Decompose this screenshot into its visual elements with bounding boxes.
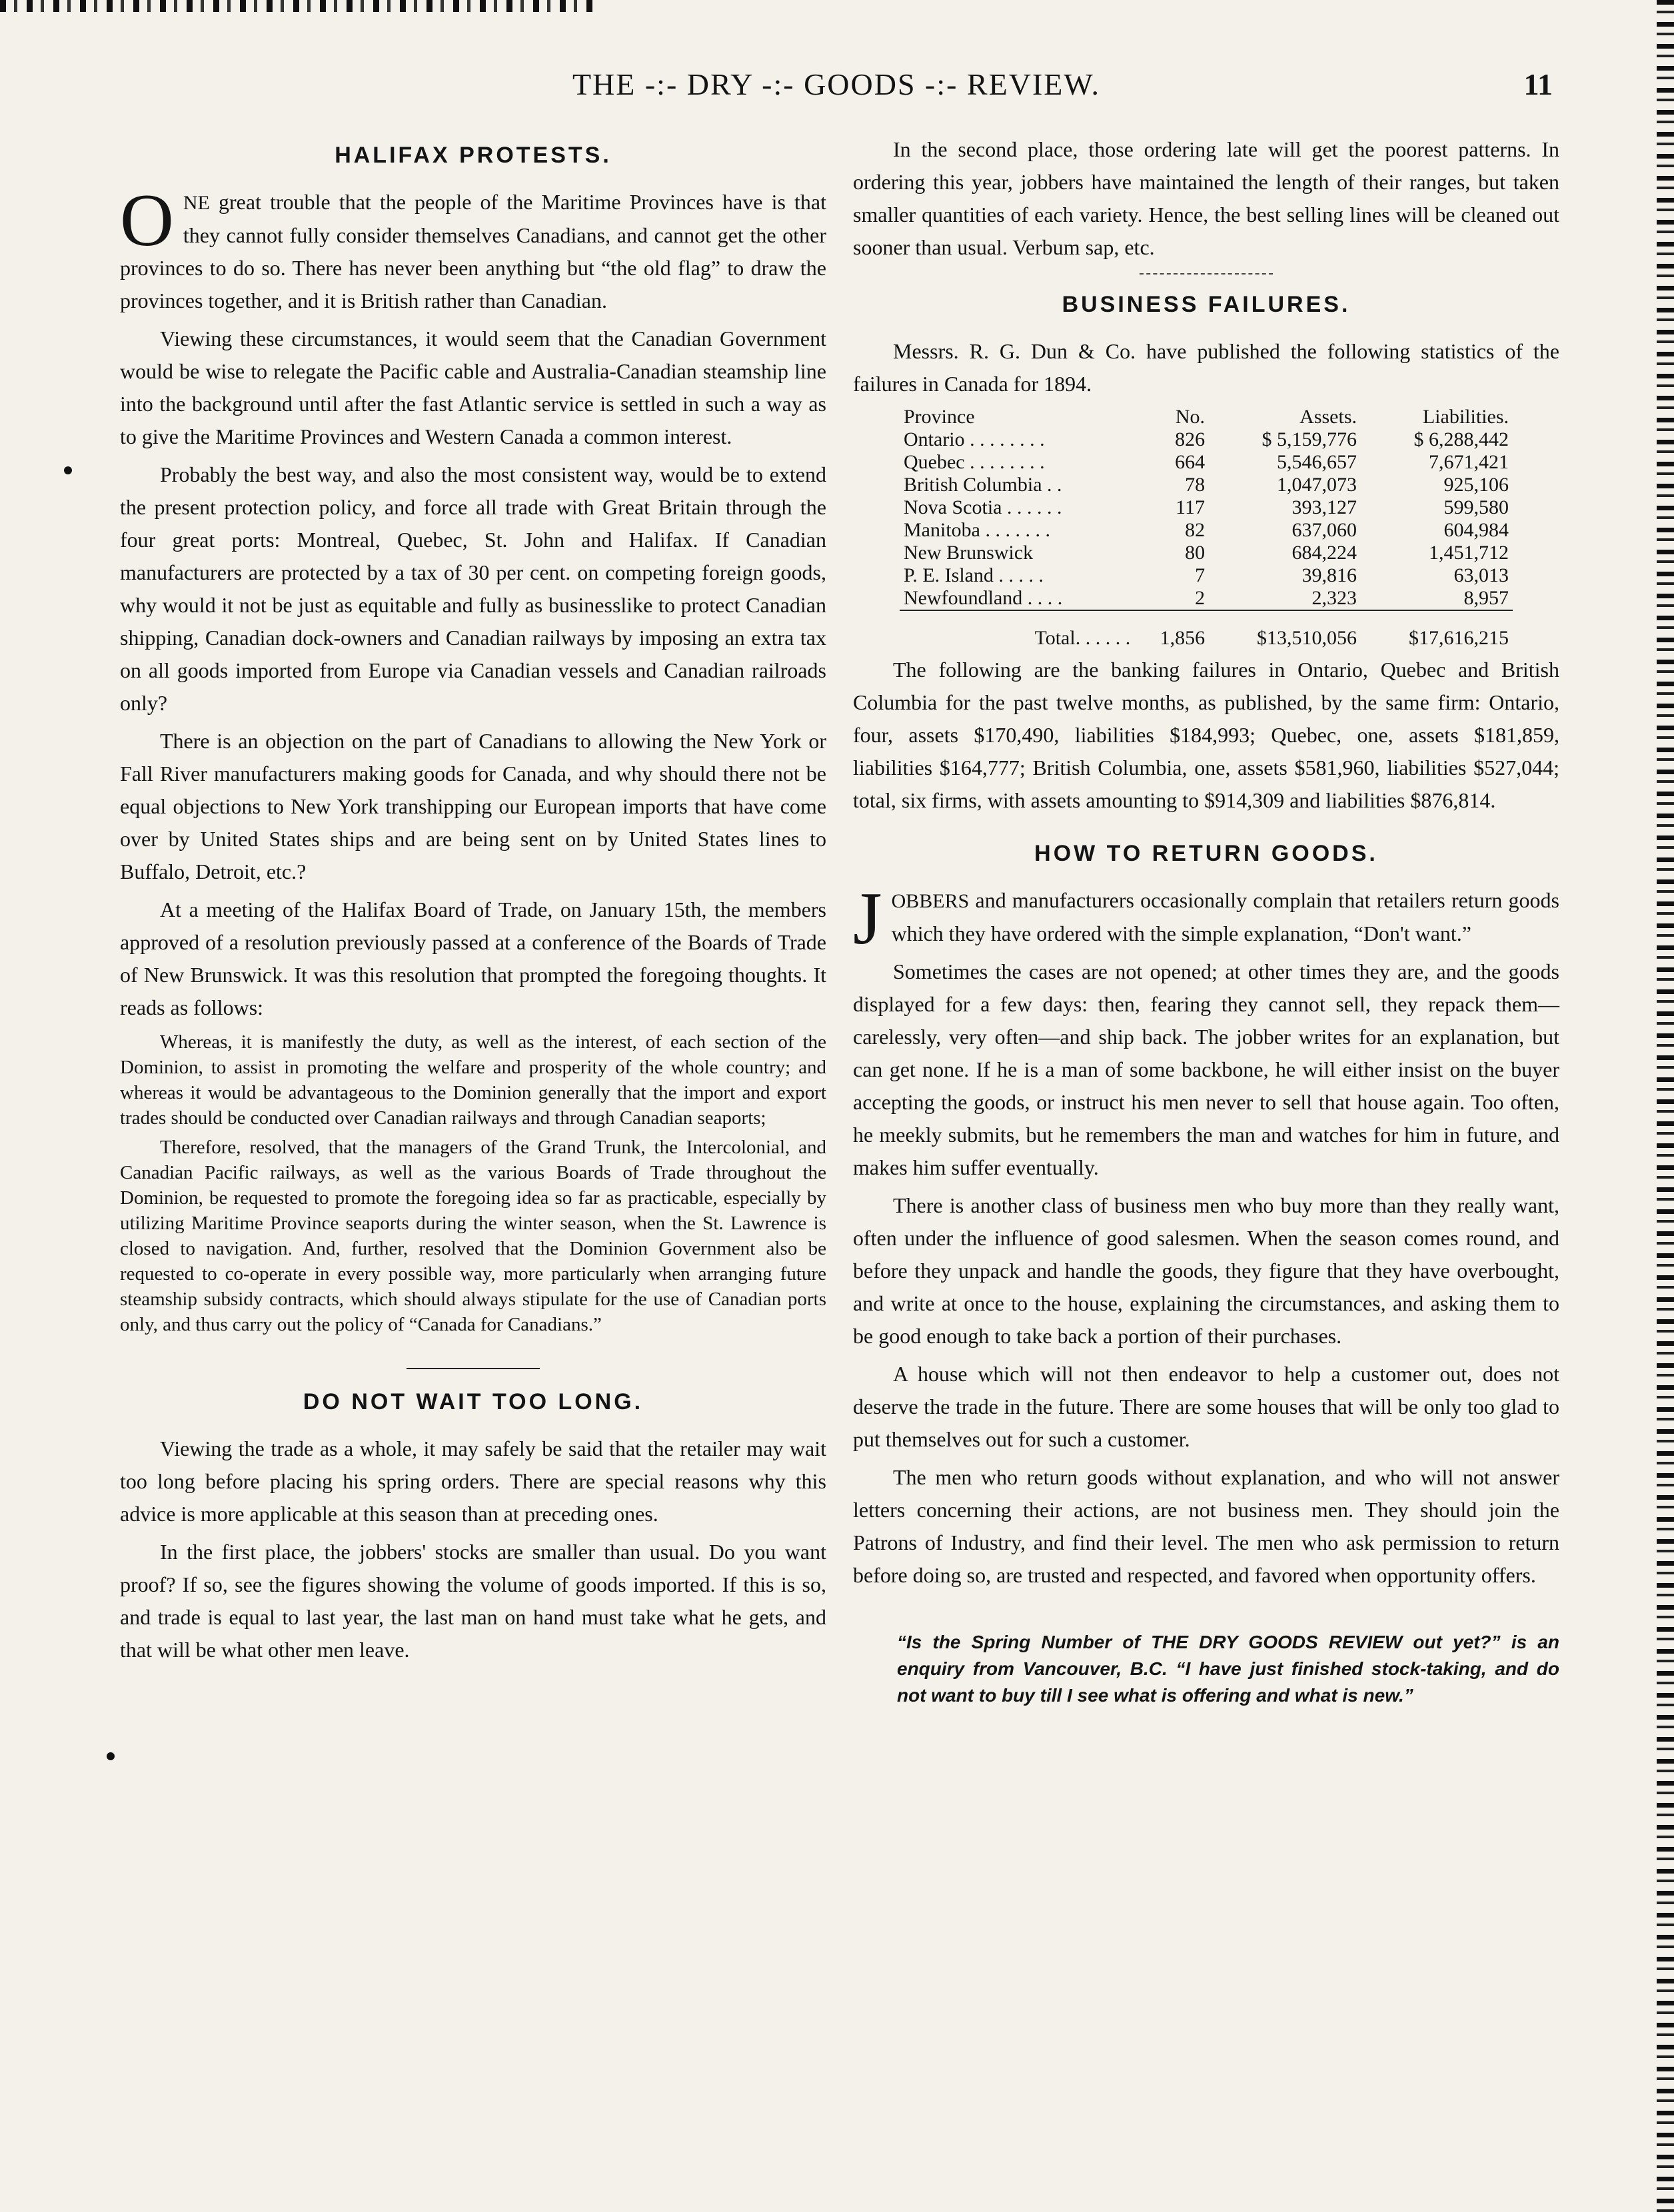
liabilities-cell: 925,106 (1443, 474, 1509, 496)
article-paragraph: There is an objection on the part of Canadians to allowing the New York or Fall River manufacturers making goods for Canada, and why should there not be equal objections to New York transhipping our European imports that have come over by United States ships and are being sent on by United States lines to Buffalo, Detroit, etc.? (120, 729, 826, 883)
article-paragraph: There is another class of business men who buy more than they really want, often under the influence of good salesmen. When the season comes round, and before they unpack and handle the goods, they figure that they have overbought, and write at once to the house, explaining the circumstances, and asking them to be good enough to take back a portion of their purchases. (853, 1193, 1559, 1348)
liabilities-cell: 63,013 (1453, 564, 1509, 586)
article-do-not-wait (120, 1389, 826, 1666)
table-row (900, 451, 1513, 474)
article-paragraph: Sometimes the cases are not opened; at other times they are, and the goods displayed for a few days: then, fearing they cannot sell, they repack them—carelessly, very often—and ship back. The jobber writes for an explanation, but can get none. If he is a man of some backbone, he will either insist on the buyer accepting the goods, or instruct his men never to sell that house again. Too often, he meekly submits, but he remembers the man and watches for him in future, and makes him suffer eventually. (853, 959, 1559, 1179)
assets-cell: 39,816 (1301, 564, 1357, 586)
total-count: 1,856 (1134, 610, 1209, 650)
article-how-to-return-goods (853, 841, 1559, 1709)
stray-mark (64, 466, 72, 474)
section-divider (1140, 273, 1273, 275)
page-number: 11 (1523, 67, 1553, 101)
table-header-row (900, 406, 1513, 428)
province-cell: Newfoundland . . . . (904, 587, 1063, 609)
failures-table (900, 406, 1513, 650)
table-row (900, 542, 1513, 564)
province-cell: Manitoba . . . . . . . (904, 519, 1050, 541)
assets-cell: 1,047,073 (1277, 474, 1357, 496)
article-heading: HALIFAX PROTESTS. (335, 143, 612, 168)
column-header: Assets. (1299, 406, 1357, 428)
column-header: Liabilities. (1422, 406, 1509, 428)
assets-cell: 2,323 (1311, 587, 1357, 609)
liabilities-cell: $ 6,288,442 (1413, 428, 1509, 450)
assets-cell: 5,546,657 (1277, 451, 1357, 473)
article-paragraph: Viewing the trade as a whole, it may safely be said that the retailer may wait too long before placing his spring orders. There are special reasons why this advice is more applicable at this season than at preceding ones. (120, 1436, 826, 1526)
right-column (853, 133, 1559, 1709)
column-header: Province (904, 406, 975, 428)
table-row (900, 428, 1513, 451)
table-row (900, 496, 1513, 519)
article-heading: HOW TO RETURN GOODS. (1034, 841, 1378, 866)
article-paragraph: A house which will not then endeavor to help a customer out, does not deserve the trade in the future. There are some houses that will be only too glad to put themselves out for such a customer. (853, 1362, 1559, 1451)
province-cell: New Brunswick (904, 542, 1034, 564)
article-heading: DO NOT WAIT TOO LONG. (303, 1389, 644, 1414)
article-halifax-protests (120, 143, 826, 1337)
section-divider (407, 1368, 540, 1369)
paragraph-text: great trouble that the people of the Maritime Provinces have is that they cannot fully consider themselves Canadians, and cannot get the other provinces to do so. There has never been anything but “the old flag” to draw the provinces together, and it is British rather than Canadian. (120, 190, 827, 312)
assets-cell: $ 5,159,776 (1261, 428, 1357, 450)
article-paragraph: In the first place, the jobbers' stocks are smaller than usual. Do you want proof? If so, see the figures showing the volume of goods imported. If this is so, and trade is equal to last year, the last man on hand must take what he gets, and that will be what other men leave. (120, 1540, 826, 1662)
article-paragraph: Viewing these circumstances, it would seem that the Canadian Government would be wise to relegate the Pacific cable and Australia-Canadian steamship line into the background until after the fast Atlantic service is settled in such a way as to give the Maritime Provinces and Western Canada a common interest. (120, 326, 826, 448)
count-cell: 80 (1185, 542, 1206, 564)
article-paragraph: Messrs. R. G. Dun & Co. have published the following statistics of the failures in Canada for 1894. (853, 339, 1559, 396)
count-cell: 7 (1195, 564, 1206, 586)
article-heading: BUSINESS FAILURES. (1062, 292, 1351, 317)
article-business-failures (853, 292, 1559, 817)
table-row (900, 519, 1513, 542)
province-cell: Ontario . . . . . . . . (904, 428, 1045, 450)
page-header (120, 67, 1553, 120)
liabilities-cell: 599,580 (1443, 496, 1509, 518)
count-cell: 664 (1175, 451, 1206, 473)
drop-cap-continuation: NE (183, 192, 210, 214)
article-paragraph (120, 179, 827, 317)
drop-cap-continuation: OBBERS (891, 890, 970, 912)
province-cell: P. E. Island . . . . . (904, 564, 1044, 586)
scan-edge-right (1657, 0, 1674, 2212)
total-label: Total. . . . . . (900, 610, 1134, 650)
count-cell: 117 (1176, 496, 1206, 518)
table-total-row (900, 610, 1513, 650)
assets-cell: 684,224 (1291, 542, 1357, 564)
article-paragraph: At a meeting of the Halifax Board of Trade, on January 15th, the members approved of a resolution previously passed at a conference of the Boards of Trade of New Brunswick. It was this resolution that prompted the foregoing thoughts. It reads as follows: (120, 897, 826, 1019)
table-row (900, 474, 1513, 496)
stray-mark (107, 1752, 115, 1760)
count-cell: 826 (1175, 428, 1206, 450)
assets-cell: 637,060 (1291, 519, 1357, 541)
count-cell: 2 (1195, 587, 1206, 609)
pull-quote: “Is the Spring Number of THE DRY GOODS REVIEW out yet?” is an enquiry from Vancouver, B.C. “I have just finished stock-taking, and do not want to buy till I see what is offering and what is new.” (897, 1632, 1559, 1706)
liabilities-cell: 604,984 (1443, 519, 1509, 541)
article-paragraph: The men who return goods without explanation, and who will not answer letters concerning their actions, are not business men. They should join the Patrons of Industry, and find their level. The men who ask permission to return before doing so, are trusted and respected, and favored when opportunity offers. (853, 1465, 1559, 1587)
article-paragraph: In the second place, those ordering late will get the poorest patterns. In ordering this year, jobbers have maintained the length of their ranges, but taken smaller quantities of each variety. Hence, the best selling lines will be cleaned out sooner than usual. Verbum sap, etc. (853, 137, 1559, 259)
province-cell: Nova Scotia . . . . . . (904, 496, 1062, 518)
province-cell: British Columbia . . (904, 474, 1062, 496)
drop-cap: J (853, 877, 882, 960)
resolution-paragraph: Whereas, it is manifestly the duty, as well as the interest, of each section of the Dominion, to assist in promoting the welfare and prosperity of the whole country; and whereas it would be advantageous to the Dominion generally that the import and export trades should be conducted over Canadian railways and through Canadian seaports; (120, 1031, 826, 1129)
count-cell: 78 (1185, 474, 1206, 496)
article-paragraph (853, 877, 1560, 960)
article-paragraph: The following are the banking failures in Ontario, Quebec and British Columbia for the past twelve months, as published, by the same firm: Ontario, four, assets $170,490, liabilities $184,993; Quebec, one, assets $181,859, liabilities $164,777; British Columbia, one, assets $581,960, liabilities $527,044; total, six firms, with assets amounting to $914,309 and liabilities $876,814. (853, 658, 1559, 812)
count-cell: 82 (1185, 519, 1206, 541)
province-cell: Quebec . . . . . . . . (904, 451, 1045, 473)
paragraph-text: and manufacturers occasionally complain that retailers return goods which they have ordered with the simple explanation, “Don't want.” (891, 888, 1560, 945)
liabilities-cell: 8,957 (1463, 587, 1509, 609)
liabilities-cell: 1,451,712 (1429, 542, 1509, 564)
column-header: No. (1175, 406, 1206, 428)
liabilities-cell: 7,671,421 (1429, 451, 1509, 473)
resolution-quote (120, 1029, 826, 1337)
article-paragraph: Probably the best way, and also the most consistent way, would be to extend the present protection policy, and force all trade with Great Britain through the four great ports: Montreal, Quebec, St. John and Halifax. If Canadian manufacturers are protected by a tax of 30 per cent. on competing foreign goods, why would it not be just as equitable and fully as businesslike to protect Canadian shipping, Canadian dock-owners and Canadian railways by imposing an extra tax on all goods imported from Europe via Canadian vessels and Canadian railroads only? (120, 462, 826, 715)
running-title: THE -:- DRY -:- GOODS -:- REVIEW. (572, 67, 1101, 101)
assets-cell: 393,127 (1291, 496, 1357, 518)
left-column (120, 133, 826, 1672)
total-liabilities: $17,616,215 (1361, 610, 1513, 650)
table-row (900, 587, 1513, 610)
table-row (900, 564, 1513, 587)
scan-edge-top (0, 0, 600, 12)
drop-cap: O (120, 179, 174, 262)
resolution-paragraph: Therefore, resolved, that the managers of the Grand Trunk, the Intercolonial, and Canadian Pacific railways, as well as the various Boards of Trade throughout the Dominion, be requested to promote the foregoing idea so far as practicable, especially by utilizing Maritime Province seaports during the winter season, when the St. Lawrence is closed to navigation. And, further, resolved that the Dominion Government also be requested to co-operate in every possible way, more particularly when arranging future steamship subsidy contracts, which should always stipulate for the use of Canadian ports only, and thus carry out the policy of “Canada for Canadians.” (120, 1137, 826, 1335)
total-assets: $13,510,056 (1209, 610, 1361, 650)
